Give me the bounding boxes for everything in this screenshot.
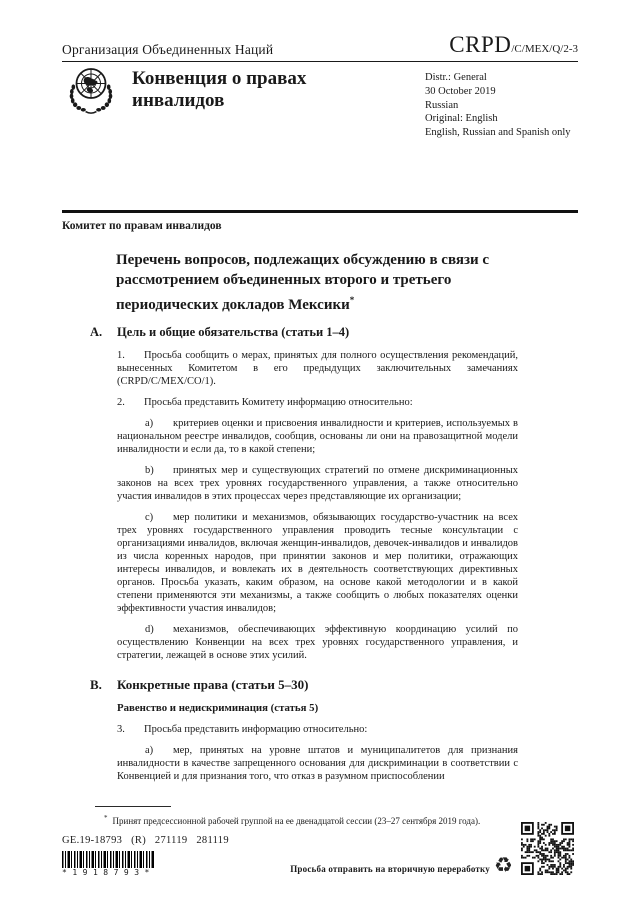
distr-line: Distr.: General	[425, 72, 487, 83]
footnote-text: Принят предсессионной рабочей группой на ее двенадцатой сессии (23–27 сентября 2019 года).	[112, 816, 481, 826]
title-footnote-ref: *	[349, 295, 355, 305]
subparagraph-c	[117, 511, 518, 615]
article-subheading: Равенство и недискриминация (статья 5)	[117, 702, 319, 714]
subparagraph-text: мер, принятых на уровне штатов и муниципалитетов для признания инвалидности в качестве запрещенного основания для дискриминации в соответствии с Конвенцией и для признания того, что отказ в разумном приспособлении	[117, 745, 518, 782]
footnote-marker: *	[104, 814, 108, 822]
section-a-letter: A.	[90, 325, 103, 339]
footnote	[104, 813, 524, 828]
paragraph-text: Просьба представить Комитету информацию относительно:	[144, 397, 413, 408]
committee-label: Комитет по правам инвалидов	[62, 220, 222, 232]
paragraph-number: 1.	[117, 350, 125, 361]
subparagraph-text: принятых мер и существующих стратегий по отмене дискриминационных законов на всех трех уровнях государственного управления, а также относительно участия инвалидов в этих процессах через представляющие их организации;	[117, 465, 518, 502]
ge-number: GE.19-18793 (R) 271119 281119	[62, 835, 229, 846]
qr-code	[519, 822, 576, 875]
section-b-letter: B.	[90, 677, 102, 692]
barcode	[62, 851, 155, 868]
paragraph-1	[117, 349, 518, 388]
footnote-separator	[95, 806, 171, 807]
document-body	[90, 326, 518, 791]
section-b-heading-text: Конкретные права (статьи 5–30)	[117, 677, 309, 692]
document-title-text: Перечень вопросов, подлежащих обсуждению в связи с рассмотрением объединенных второго и третьего периодических докладов Мексики	[116, 252, 490, 313]
date-line: 30 October 2019	[425, 85, 496, 97]
section-a-heading	[90, 326, 518, 339]
subparagraph-letter: d)	[145, 624, 154, 635]
document-title	[116, 250, 514, 315]
section-divider-rule	[62, 210, 578, 213]
document-symbol-main: CRPD	[449, 32, 512, 57]
masthead	[62, 32, 578, 62]
subparagraph-a	[117, 417, 518, 456]
subparagraph-text: механизмов, обеспечивающих эффективную координацию усилий по осуществлению Конвенции на всех трех уровнях государственного управления, и стратегии, лежащей в основе этих усилий.	[117, 624, 518, 661]
barcode-label: *1918793*	[62, 868, 155, 877]
paragraph-text: Просьба представить информацию относительно:	[144, 724, 368, 735]
recycle-note: Просьба отправить на вторичную переработку	[290, 864, 490, 874]
subparagraph-text: критериев оценки и присвоения инвалидности и критериев, используемых в национальном реестре инвалидов, сообщив, основаны ли они на правозащитной модели инвалидности и если да, то в какой степени;	[117, 418, 518, 455]
paragraph-2	[117, 396, 518, 409]
subparagraph-letter: a)	[145, 418, 154, 429]
section-b-heading	[90, 678, 518, 691]
un-emblem-icon	[62, 60, 120, 116]
paragraph-number: 2.	[117, 397, 125, 408]
org-name: Организация Объединенных Наций	[62, 42, 274, 57]
subparagraph-a-b3	[117, 744, 518, 783]
subparagraph-d	[117, 623, 518, 662]
recycle-icon: ♻	[494, 853, 513, 877]
document-symbol-suffix: /C/MEX/Q/2-3	[511, 43, 578, 55]
paragraph-number: 3.	[117, 724, 125, 735]
treaty-title: Конвенция о правах инвалидов	[132, 68, 307, 111]
language-line: Russian	[425, 99, 459, 111]
header-main	[62, 60, 362, 116]
distribution-info	[425, 71, 571, 140]
section-a-heading-text: Цель и общие обязательства (статьи 1–4)	[117, 325, 350, 339]
subparagraph-text: мер политики и механизмов, обязывающих государство-участник на всех трех уровнях государственного управления проводить тесные консультации с организациями инвалидов, включая женщин-инвалидов, девочек-инвалидов и инвалидов из числа коренных народов, при принятии законов и мер политики, отражающих интересы инвалидов, и вовлекать их в деятельность соответствующих директивных органов. Просьба указать, каким образом, на основе какой методологии и в какой степени применяются эти механизмы, а также сообщить о любых показателях оценки эффективности участия инвалидов;	[117, 512, 518, 614]
paragraph-3	[117, 723, 518, 736]
paragraph-text: Просьба сообщить о мерах, принятых для полного осуществления рекомендаций, вынесенных Комитетом в его предыдущих заключительных замечаниях (CRPD/C/MEX/CO/1).	[117, 350, 518, 387]
subparagraph-letter: a)	[145, 745, 154, 756]
subparagraph-b	[117, 464, 518, 503]
original-line: Original: English	[425, 113, 498, 125]
document-symbol	[449, 32, 578, 58]
languages-note-line: English, Russian and Spanish only	[425, 127, 571, 139]
subparagraph-letter: b)	[145, 465, 154, 476]
subparagraph-letter: c)	[145, 512, 154, 523]
